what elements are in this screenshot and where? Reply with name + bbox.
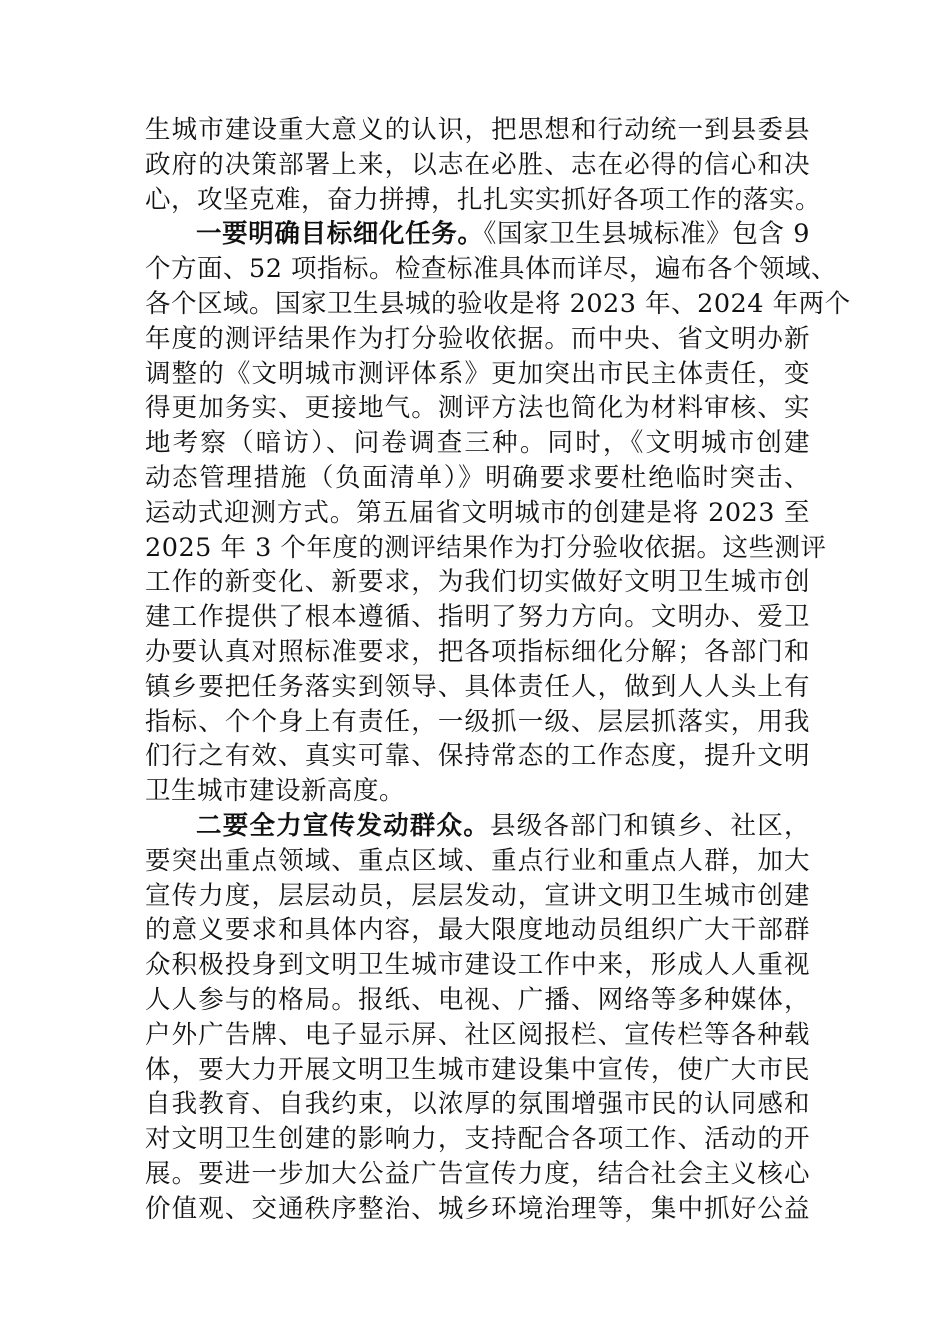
text-line: 宣传力度，层层动员，层层发动，宣讲文明卫生城市创建: [145, 880, 810, 911]
text-line: 建工作提供了根本遵循、指明了努力方向。文明办、爱卫: [145, 602, 810, 633]
text-run: 县级各部门和镇乡、社区，: [490, 810, 810, 841]
text-line: 得更加务实、更接地气。测评方法也简化为材料审核、实: [145, 393, 810, 424]
text-line: 卫生城市建设新高度。: [145, 776, 406, 807]
text-line: 户外广告牌、电子显示屏、社区阅报栏、宣传栏等各种载: [145, 1019, 810, 1050]
text-line: 的意义要求和具体内容，最大限度地动员组织广大干部群: [145, 915, 810, 946]
text-line: 镇乡要把任务落实到领导、具体责任人，做到人人头上有: [145, 671, 810, 702]
text-line: 要突出重点领域、重点区域、重点行业和重点人群，加大: [145, 845, 810, 876]
text-line: 2025 年 3 个年度的测评结果作为打分验收依据。这些测评: [145, 532, 827, 563]
text-line: 动态管理措施（负面清单）》明确要求要杜绝临时突击、: [145, 462, 810, 493]
text-line: 年度的测评结果作为打分验收依据。而中央、省文明办新: [145, 323, 810, 354]
text-line: 价值观、交通秩序整治、城乡环境治理等，集中抓好公益: [145, 1193, 810, 1224]
text-line: 体，要大力开展文明卫生城市建设集中宣传，使广大市民: [145, 1054, 810, 1085]
text-line: 自我教育、自我约束，以浓厚的氛围增强市民的认同感和: [145, 1089, 810, 1120]
text-line: 展。要进一步加大公益广告宣传力度，结合社会主义核心: [145, 1158, 810, 1189]
text-line: 地考察（暗访）、问卷调查三种。同时，《文明城市创建: [145, 428, 810, 459]
text-line: 对文明卫生创建的影响力，支持配合各项工作、活动的开: [145, 1124, 810, 1155]
text-line: 工作的新变化、新要求，为我们切实做好文明卫生城市创: [145, 567, 810, 598]
text-line: 心，攻坚克难，奋力拼搏，扎扎实实抓好各项工作的落实。: [145, 184, 822, 215]
text-line: 们行之有效、真实可靠、保持常态的工作态度，提升文明: [145, 741, 810, 772]
text-line: 个方面、52 项指标。检查标准具体而详尽，遍布各个领域、: [145, 254, 838, 285]
body-text: [145, 113, 851, 1227]
text-line: 办要认真对照标准要求，把各项指标细化分解；各部门和: [145, 636, 810, 667]
paragraph-one-first-line: [145, 217, 810, 252]
text-line: 各个区域。国家卫生县城的验收是将 2023 年、2024 年两个: [145, 288, 851, 319]
paragraph-heading-two: 二要全力宣传发动群众。: [196, 810, 490, 841]
text-line: 人人参与的格局。报纸、电视、广播、网络等多种媒体，: [145, 984, 810, 1015]
text-line: 运动式迎测方式。第五届省文明城市的创建是将 2023 至: [145, 497, 810, 528]
text-line: 调整的《文明城市测评体系》更加突出市民主体责任，变: [145, 358, 810, 389]
paragraph-heading-one: 一要明确目标细化任务。: [196, 219, 484, 250]
text-run: 《国家卫生县城标准》包含 9: [483, 219, 810, 250]
text-line: 生城市建设重大意义的认识，把思想和行动统一到县委县: [145, 115, 810, 145]
text-line: 众积极投身到文明卫生城市建设工作中来，形成人人重视: [145, 950, 810, 981]
text-line: 政府的决策部署上来，以志在必胜、志在必得的信心和决: [145, 149, 810, 180]
paragraph-two-first-line: [145, 809, 810, 844]
text-line: 指标、个个身上有责任，一级抓一级、层层抓落实，用我: [145, 706, 810, 737]
